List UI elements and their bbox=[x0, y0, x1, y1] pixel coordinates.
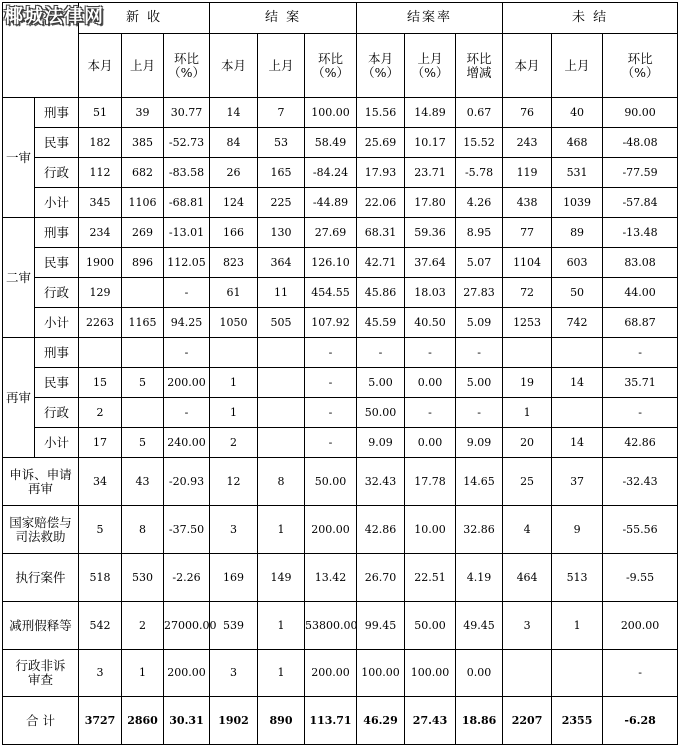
value-cell: 44.00 bbox=[603, 278, 678, 308]
value-cell: 742 bbox=[552, 308, 603, 338]
value-cell: 0.67 bbox=[456, 98, 503, 128]
row-label: 减刑假释等 bbox=[3, 602, 79, 650]
value-cell: 539 bbox=[210, 602, 258, 650]
value-cell: 542 bbox=[79, 602, 122, 650]
table-row bbox=[3, 248, 678, 278]
value-cell: 5 bbox=[122, 368, 164, 398]
subheader-cell: 上月 （%） bbox=[405, 34, 456, 98]
value-cell: 129 bbox=[79, 278, 122, 308]
value-cell: -37.50 bbox=[164, 506, 210, 554]
value-cell: 32.86 bbox=[456, 506, 503, 554]
value-cell bbox=[503, 338, 552, 368]
row-sub-label: 民事 bbox=[35, 128, 79, 158]
header-closure-rate: 结案率 bbox=[357, 3, 503, 34]
table-row bbox=[3, 338, 678, 368]
section-label: 再审 bbox=[3, 338, 35, 458]
header-row-subcolumns bbox=[3, 34, 678, 98]
value-cell: 149 bbox=[258, 554, 305, 602]
value-cell: 53800.00 bbox=[305, 602, 357, 650]
value-cell: 35.71 bbox=[603, 368, 678, 398]
value-cell: 2 bbox=[122, 602, 164, 650]
value-cell: 26.70 bbox=[357, 554, 405, 602]
value-cell: -2.26 bbox=[164, 554, 210, 602]
value-cell: 182 bbox=[79, 128, 122, 158]
value-cell: 34 bbox=[79, 458, 122, 506]
value-cell: 269 bbox=[122, 218, 164, 248]
value-cell: 119 bbox=[503, 158, 552, 188]
value-cell: 1050 bbox=[210, 308, 258, 338]
row-label: 行政非诉 审查 bbox=[3, 650, 79, 697]
case-statistics-table bbox=[2, 2, 678, 745]
value-cell: 4 bbox=[503, 506, 552, 554]
subheader-cell: 本月 bbox=[210, 34, 258, 98]
value-cell: 45.86 bbox=[357, 278, 405, 308]
value-cell: 530 bbox=[122, 554, 164, 602]
value-cell: 14 bbox=[552, 428, 603, 458]
value-cell: 50.00 bbox=[405, 602, 456, 650]
value-cell: 200.00 bbox=[305, 650, 357, 697]
value-cell: -84.24 bbox=[305, 158, 357, 188]
value-cell: 113.71 bbox=[305, 697, 357, 745]
table-row bbox=[3, 308, 678, 338]
value-cell: 20 bbox=[503, 428, 552, 458]
value-cell: 5 bbox=[79, 506, 122, 554]
value-cell: 1 bbox=[503, 398, 552, 428]
value-cell bbox=[552, 650, 603, 697]
value-cell: 37.64 bbox=[405, 248, 456, 278]
value-cell: -52.73 bbox=[164, 128, 210, 158]
value-cell: 22.06 bbox=[357, 188, 405, 218]
value-cell: 243 bbox=[503, 128, 552, 158]
row-sub-label: 小计 bbox=[35, 188, 79, 218]
value-cell bbox=[258, 398, 305, 428]
value-cell: 5.00 bbox=[357, 368, 405, 398]
value-cell: 94.25 bbox=[164, 308, 210, 338]
value-cell bbox=[552, 398, 603, 428]
value-cell: 0.00 bbox=[405, 368, 456, 398]
value-cell: - bbox=[405, 398, 456, 428]
row-label: 执行案件 bbox=[3, 554, 79, 602]
value-cell: -68.81 bbox=[164, 188, 210, 218]
value-cell: 2 bbox=[79, 398, 122, 428]
section-label: 一审 bbox=[3, 98, 35, 218]
subheader-cell: 上月 bbox=[122, 34, 164, 98]
row-sub-label: 行政 bbox=[35, 158, 79, 188]
value-cell: 59.36 bbox=[405, 218, 456, 248]
value-cell: 1 bbox=[258, 506, 305, 554]
header-pending-cases: 未 结 bbox=[503, 3, 678, 34]
table-row bbox=[3, 602, 678, 650]
value-cell: 72 bbox=[503, 278, 552, 308]
value-cell: 1900 bbox=[79, 248, 122, 278]
value-cell: 90.00 bbox=[603, 98, 678, 128]
row-sub-label: 刑事 bbox=[35, 98, 79, 128]
value-cell: 8.95 bbox=[456, 218, 503, 248]
value-cell: 124 bbox=[210, 188, 258, 218]
value-cell: - bbox=[456, 398, 503, 428]
table-row bbox=[3, 368, 678, 398]
header-corner bbox=[3, 3, 79, 98]
value-cell: 100.00 bbox=[405, 650, 456, 697]
value-cell: 84 bbox=[210, 128, 258, 158]
value-cell: -32.43 bbox=[603, 458, 678, 506]
value-cell: 823 bbox=[210, 248, 258, 278]
value-cell: 2355 bbox=[552, 697, 603, 745]
value-cell: 531 bbox=[552, 158, 603, 188]
value-cell: 10.17 bbox=[405, 128, 456, 158]
row-sub-label: 行政 bbox=[35, 278, 79, 308]
value-cell: 1104 bbox=[503, 248, 552, 278]
value-cell: -9.55 bbox=[603, 554, 678, 602]
table-row bbox=[3, 650, 678, 697]
value-cell: 200.00 bbox=[305, 506, 357, 554]
value-cell: 1 bbox=[210, 398, 258, 428]
value-cell: 15.56 bbox=[357, 98, 405, 128]
subheader-cell: 环比 增减 bbox=[456, 34, 503, 98]
value-cell: -5.78 bbox=[456, 158, 503, 188]
value-cell: 14 bbox=[210, 98, 258, 128]
value-cell: 1165 bbox=[122, 308, 164, 338]
value-cell: 53 bbox=[258, 128, 305, 158]
value-cell: 17.80 bbox=[405, 188, 456, 218]
value-cell: -13.01 bbox=[164, 218, 210, 248]
value-cell: 99.45 bbox=[357, 602, 405, 650]
value-cell: 5.00 bbox=[456, 368, 503, 398]
value-cell: 3 bbox=[79, 650, 122, 697]
value-cell: 25 bbox=[503, 458, 552, 506]
value-cell: - bbox=[357, 338, 405, 368]
value-cell: 345 bbox=[79, 188, 122, 218]
value-cell: 50 bbox=[552, 278, 603, 308]
value-cell: - bbox=[164, 338, 210, 368]
value-cell: 14.65 bbox=[456, 458, 503, 506]
table-row bbox=[3, 278, 678, 308]
value-cell: -57.84 bbox=[603, 188, 678, 218]
value-cell: 10.00 bbox=[405, 506, 456, 554]
value-cell: 22.51 bbox=[405, 554, 456, 602]
table-row bbox=[3, 506, 678, 554]
value-cell: 58.49 bbox=[305, 128, 357, 158]
row-sub-label: 民事 bbox=[35, 368, 79, 398]
value-cell: 682 bbox=[122, 158, 164, 188]
value-cell: 1 bbox=[552, 602, 603, 650]
value-cell: 42.86 bbox=[357, 506, 405, 554]
value-cell: 225 bbox=[258, 188, 305, 218]
table-row bbox=[3, 554, 678, 602]
value-cell: 505 bbox=[258, 308, 305, 338]
value-cell: 165 bbox=[258, 158, 305, 188]
value-cell: -83.58 bbox=[164, 158, 210, 188]
value-cell: 438 bbox=[503, 188, 552, 218]
value-cell: 68.31 bbox=[357, 218, 405, 248]
value-cell: - bbox=[164, 398, 210, 428]
value-cell: 3 bbox=[503, 602, 552, 650]
row-sub-label: 刑事 bbox=[35, 218, 79, 248]
value-cell: -44.89 bbox=[305, 188, 357, 218]
value-cell: 30.31 bbox=[164, 697, 210, 745]
table-row bbox=[3, 218, 678, 248]
value-cell: 169 bbox=[210, 554, 258, 602]
subheader-cell: 环比 （%） bbox=[164, 34, 210, 98]
value-cell: 1253 bbox=[503, 308, 552, 338]
value-cell: 9 bbox=[552, 506, 603, 554]
total-row bbox=[3, 697, 678, 745]
subheader-cell: 上月 bbox=[258, 34, 305, 98]
value-cell: 4.19 bbox=[456, 554, 503, 602]
value-cell: 454.55 bbox=[305, 278, 357, 308]
subheader-cell: 环比 （%） bbox=[603, 34, 678, 98]
value-cell: 50.00 bbox=[305, 458, 357, 506]
value-cell bbox=[210, 338, 258, 368]
value-cell: 12 bbox=[210, 458, 258, 506]
value-cell: - bbox=[305, 428, 357, 458]
subheader-cell: 本月 （%） bbox=[357, 34, 405, 98]
value-cell: 240.00 bbox=[164, 428, 210, 458]
value-cell bbox=[503, 650, 552, 697]
value-cell: - bbox=[603, 398, 678, 428]
header-new-cases: 新 收 bbox=[79, 3, 210, 34]
value-cell: 890 bbox=[258, 697, 305, 745]
value-cell: -77.59 bbox=[603, 158, 678, 188]
value-cell: -6.28 bbox=[603, 697, 678, 745]
row-sub-label: 民事 bbox=[35, 248, 79, 278]
value-cell: 3 bbox=[210, 650, 258, 697]
section-label: 二审 bbox=[3, 218, 35, 338]
value-cell: 61 bbox=[210, 278, 258, 308]
value-cell: 0.00 bbox=[456, 650, 503, 697]
row-sub-label: 刑事 bbox=[35, 338, 79, 368]
value-cell: 5.07 bbox=[456, 248, 503, 278]
value-cell: 39 bbox=[122, 98, 164, 128]
value-cell: 5 bbox=[122, 428, 164, 458]
value-cell: 3727 bbox=[79, 697, 122, 745]
value-cell: 17 bbox=[79, 428, 122, 458]
value-cell: 8 bbox=[258, 458, 305, 506]
value-cell bbox=[258, 428, 305, 458]
value-cell: 2207 bbox=[503, 697, 552, 745]
value-cell: 4.26 bbox=[456, 188, 503, 218]
value-cell: 76 bbox=[503, 98, 552, 128]
site-watermark: 椰城法律网 bbox=[4, 5, 105, 27]
value-cell bbox=[552, 338, 603, 368]
value-cell: 42.71 bbox=[357, 248, 405, 278]
value-cell: 89 bbox=[552, 218, 603, 248]
value-cell: 100.00 bbox=[305, 98, 357, 128]
header-closed-cases: 结 案 bbox=[210, 3, 357, 34]
value-cell: 30.77 bbox=[164, 98, 210, 128]
subheader-cell: 本月 bbox=[503, 34, 552, 98]
value-cell: - bbox=[603, 650, 678, 697]
value-cell: 45.59 bbox=[357, 308, 405, 338]
total-label: 合 计 bbox=[3, 697, 79, 745]
value-cell: 18.86 bbox=[456, 697, 503, 745]
value-cell: 15 bbox=[79, 368, 122, 398]
value-cell: 14.89 bbox=[405, 98, 456, 128]
value-cell: 11 bbox=[258, 278, 305, 308]
value-cell bbox=[258, 338, 305, 368]
value-cell: 200.00 bbox=[164, 368, 210, 398]
table-row bbox=[3, 98, 678, 128]
value-cell bbox=[122, 338, 164, 368]
value-cell: - bbox=[305, 338, 357, 368]
value-cell: 49.45 bbox=[456, 602, 503, 650]
value-cell: 100.00 bbox=[357, 650, 405, 697]
value-cell: 518 bbox=[79, 554, 122, 602]
value-cell: 1902 bbox=[210, 697, 258, 745]
value-cell: 468 bbox=[552, 128, 603, 158]
value-cell: 27000.00 bbox=[164, 602, 210, 650]
value-cell: 112.05 bbox=[164, 248, 210, 278]
value-cell: 40.50 bbox=[405, 308, 456, 338]
value-cell: 9.09 bbox=[456, 428, 503, 458]
value-cell: 43 bbox=[122, 458, 164, 506]
header-row-groups bbox=[3, 3, 678, 34]
row-sub-label: 小计 bbox=[35, 428, 79, 458]
value-cell: 126.10 bbox=[305, 248, 357, 278]
table-row bbox=[3, 458, 678, 506]
value-cell: 112 bbox=[79, 158, 122, 188]
value-cell: 234 bbox=[79, 218, 122, 248]
value-cell: -55.56 bbox=[603, 506, 678, 554]
value-cell: 2 bbox=[210, 428, 258, 458]
row-sub-label: 行政 bbox=[35, 398, 79, 428]
value-cell: 46.29 bbox=[357, 697, 405, 745]
value-cell: 513 bbox=[552, 554, 603, 602]
value-cell: 0.00 bbox=[405, 428, 456, 458]
row-label: 申诉、申请 再审 bbox=[3, 458, 79, 506]
value-cell: -48.08 bbox=[603, 128, 678, 158]
value-cell: 3 bbox=[210, 506, 258, 554]
value-cell: 14 bbox=[552, 368, 603, 398]
value-cell: 603 bbox=[552, 248, 603, 278]
subheader-cell: 上月 bbox=[552, 34, 603, 98]
value-cell: 464 bbox=[503, 554, 552, 602]
value-cell: - bbox=[603, 338, 678, 368]
value-cell: 1 bbox=[210, 368, 258, 398]
subheader-cell: 环比 （%） bbox=[305, 34, 357, 98]
value-cell: 896 bbox=[122, 248, 164, 278]
value-cell: 17.93 bbox=[357, 158, 405, 188]
value-cell: 37 bbox=[552, 458, 603, 506]
value-cell bbox=[258, 368, 305, 398]
value-cell: 2263 bbox=[79, 308, 122, 338]
row-sub-label: 小计 bbox=[35, 308, 79, 338]
value-cell: 50.00 bbox=[357, 398, 405, 428]
value-cell: 40 bbox=[552, 98, 603, 128]
value-cell: 27.83 bbox=[456, 278, 503, 308]
value-cell: 83.08 bbox=[603, 248, 678, 278]
table-row bbox=[3, 428, 678, 458]
table-row bbox=[3, 398, 678, 428]
value-cell: 1 bbox=[258, 602, 305, 650]
value-cell: 166 bbox=[210, 218, 258, 248]
value-cell: 1 bbox=[122, 650, 164, 697]
value-cell: 68.87 bbox=[603, 308, 678, 338]
value-cell: 32.43 bbox=[357, 458, 405, 506]
value-cell: 2860 bbox=[122, 697, 164, 745]
value-cell: -13.48 bbox=[603, 218, 678, 248]
value-cell: 200.00 bbox=[164, 650, 210, 697]
value-cell: - bbox=[456, 338, 503, 368]
value-cell: - bbox=[305, 368, 357, 398]
table-body bbox=[3, 3, 678, 745]
value-cell: 130 bbox=[258, 218, 305, 248]
value-cell bbox=[79, 338, 122, 368]
value-cell: 23.71 bbox=[405, 158, 456, 188]
value-cell: 27.69 bbox=[305, 218, 357, 248]
value-cell: 77 bbox=[503, 218, 552, 248]
value-cell: 107.92 bbox=[305, 308, 357, 338]
value-cell: 19 bbox=[503, 368, 552, 398]
value-cell: 42.86 bbox=[603, 428, 678, 458]
value-cell: 7 bbox=[258, 98, 305, 128]
value-cell bbox=[122, 398, 164, 428]
value-cell: 25.69 bbox=[357, 128, 405, 158]
value-cell: 13.42 bbox=[305, 554, 357, 602]
value-cell: - bbox=[164, 278, 210, 308]
value-cell: 1039 bbox=[552, 188, 603, 218]
value-cell: 26 bbox=[210, 158, 258, 188]
value-cell: 1106 bbox=[122, 188, 164, 218]
value-cell: -20.93 bbox=[164, 458, 210, 506]
table-row bbox=[3, 158, 678, 188]
value-cell: - bbox=[305, 398, 357, 428]
value-cell: 18.03 bbox=[405, 278, 456, 308]
value-cell: 15.52 bbox=[456, 128, 503, 158]
table-row bbox=[3, 128, 678, 158]
value-cell: 1 bbox=[258, 650, 305, 697]
value-cell: 385 bbox=[122, 128, 164, 158]
value-cell: 27.43 bbox=[405, 697, 456, 745]
subheader-cell: 本月 bbox=[79, 34, 122, 98]
table-row bbox=[3, 188, 678, 218]
value-cell: 9.09 bbox=[357, 428, 405, 458]
value-cell: 8 bbox=[122, 506, 164, 554]
value-cell: 51 bbox=[79, 98, 122, 128]
value-cell: 364 bbox=[258, 248, 305, 278]
value-cell: 17.78 bbox=[405, 458, 456, 506]
row-label: 国家赔偿与 司法救助 bbox=[3, 506, 79, 554]
value-cell: 5.09 bbox=[456, 308, 503, 338]
value-cell: - bbox=[405, 338, 456, 368]
value-cell: 200.00 bbox=[603, 602, 678, 650]
value-cell bbox=[122, 278, 164, 308]
